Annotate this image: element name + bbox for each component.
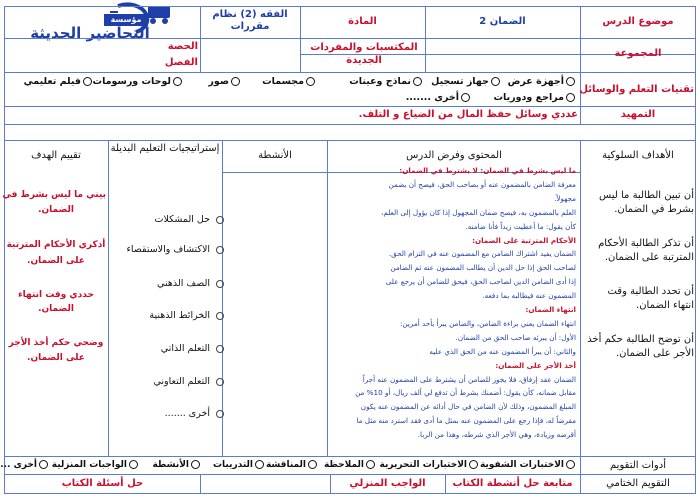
intro-label: التمهيد (620, 109, 656, 120)
tech-option-recorder[interactable]: جهاز تسجيل (431, 76, 500, 87)
tech-option-charts[interactable]: لوحات ورسومات (93, 76, 182, 87)
content-line: المضمون عنه فيطالبه بما دفعه. (482, 291, 576, 301)
goal-line: أن تبين الطالبة ما ليس (599, 190, 694, 201)
content-line: الضمان يفيد اشتراك الضامن مع المضمون عنه في التزام الحق. (388, 249, 576, 259)
evaluation-line: أذكري الأحكام المترتبة (6, 240, 106, 250)
radio-icon (255, 460, 264, 469)
assessment-option[interactable]: الواجبات المنزلية (52, 460, 138, 470)
content-body (330, 166, 576, 454)
col-content: المحتوى وفرض الدرس (406, 150, 502, 161)
assessment-option[interactable]: الملاحظة (324, 460, 375, 470)
content-line: والثاني: أن يبرأ المضمون عنه من الحق الذي عليه (429, 346, 576, 356)
strategy-item[interactable]: التعلم الذاتي (161, 343, 224, 354)
content-heading: الأحكام المترتبة على الضمان: (472, 235, 576, 245)
lesson-topic-value: الضمان 2 (479, 16, 526, 27)
evaluation-line: الضمان. (38, 205, 74, 215)
content-heading: أخذ الأجر على الضمان: (495, 360, 576, 370)
tech-option-references[interactable]: مراجع ودوريات (493, 92, 575, 103)
content-line: المبلغ المضمون، وذلك لأن الضامن في حال أدائه عن المضمون عنه يكون (360, 402, 576, 412)
content-heading: ما ليس بشرط في الضمان: لا يشترط في الضمان: (399, 166, 576, 175)
evaluation-line: على الضمان. (27, 353, 85, 363)
content-line: الضمان عقد إرفاق، فلا يجوز للضامن أن يشترط على المضمون عنه أجراً (362, 374, 576, 384)
content-line: إذا أدى الضامن الدين لصاحب الحق، فيحق للضامن أن يرجع على (385, 277, 576, 287)
content-line: أقرضه وزيادة، وهي الأجر الذي شرطه، وهذا من الربا. (417, 430, 576, 440)
radio-icon (129, 460, 138, 469)
radio-icon (191, 460, 200, 469)
tech-label: تقنيات التعلم والوسائل (579, 84, 694, 95)
radio-icon (306, 77, 315, 86)
final-item-homework: الواجب المنزلي (349, 478, 426, 489)
lesson-topic-label: موضوع الدرس (602, 16, 674, 27)
radio-icon (216, 378, 224, 386)
content-heading: انتهاء الضمان: (525, 305, 576, 314)
assessment-option[interactable]: الاختبارات الشفوية (480, 460, 575, 470)
goal-line: الأجر على الضمان. (616, 348, 694, 359)
goal-line: أن تحدد الطالبة وقت (607, 286, 694, 297)
goal-line: المترتبة على الضمان. (604, 252, 694, 263)
radio-icon (566, 77, 575, 86)
intro-value: عددي وسائل حفظ المال من الضياع و التلف. (358, 109, 578, 120)
strategy-item[interactable]: الاكتشاف والاستقصاء (126, 244, 224, 255)
col-activities: الأنشطة (258, 150, 292, 161)
goal-line: انتهاء الضمان. (636, 300, 694, 311)
radio-icon (491, 77, 500, 86)
subject-label: المادة (348, 16, 377, 27)
radio-icon (566, 460, 575, 469)
radio-icon (39, 460, 48, 469)
strategy-item[interactable]: حل المشكلات (155, 214, 224, 225)
content-line: العلم بالمضمون به، فيصح ضمان المجهول إذا كان يؤول إلى العلم، (381, 207, 576, 217)
evaluation-line: بيني ما ليس بشرط في (2, 190, 106, 200)
radio-icon (216, 312, 224, 320)
content-line: مجهولاً. (554, 193, 576, 203)
new-concepts-label: المكتسبات والمفردات الجديدة (310, 42, 418, 66)
radio-icon (469, 460, 478, 469)
content-line: مقابل ضمانه، كأن يقول: أضمنك بشرط أن تدفع لي ألف ريال، أو 10% من (355, 388, 576, 398)
content-line: الأول: أن يبرئه صاحب الحق من الضمان. (455, 332, 576, 342)
strategy-item[interactable]: الخرائط الذهنية (149, 310, 224, 321)
evaluation-line: وضحي حكم أخذ الأجر (8, 338, 104, 348)
assessment-option[interactable]: الأنشطة (152, 460, 200, 470)
final-label: التقويم الختامي (606, 478, 670, 489)
logo-title: التحاضير الحديثة (30, 24, 150, 42)
tech-option-projector[interactable]: أجهزة عرض (508, 76, 575, 87)
strategy-item[interactable]: الصف الذهني (157, 278, 224, 289)
goal-line: أن توضح الطالبة حكم أخذ (587, 334, 694, 345)
col-goals: الأهداف السلوكية (602, 150, 674, 161)
logo-badge: مؤسسة (104, 14, 148, 26)
evaluation-line: حددي وقت انتهاء (18, 290, 94, 300)
radio-icon (461, 93, 470, 102)
assessment-option[interactable]: المناقشة (266, 460, 317, 470)
assessment-option[interactable]: أخرى ... (0, 460, 48, 470)
assessment-option[interactable]: الاختبارات التحريرية (380, 460, 478, 470)
strategy-item[interactable]: أخرى ....... (165, 408, 224, 419)
content-line: انتهاء الضمان يعني براءة الضامن، والضامن يبرأ بأحد أمرين: (399, 318, 576, 328)
assessment-option[interactable]: التدريبات (213, 460, 264, 470)
radio-icon (366, 460, 375, 469)
content-line: كأن يقول: ما أعطيت زيداً فأنا ضامنه. (465, 221, 576, 231)
content-line: مقرضاً له، فإذا رجع على المضمون عنه بمثل ما أدى فقد استرد منه مثل ما (356, 416, 576, 426)
col-evaluation: تقييم الهدف (31, 150, 81, 161)
radio-icon (216, 216, 224, 224)
radio-icon (566, 93, 575, 102)
radio-icon (308, 460, 317, 469)
evaluation-line: على الضمان. (27, 256, 85, 266)
tech-option-film[interactable]: فيلم تعليمي (24, 76, 92, 87)
tech-option-images[interactable]: صور (208, 76, 240, 87)
assessment-label: أدوات التقويم (610, 460, 666, 471)
goal-line: أن تذكر الطالبة الأحكام (598, 238, 694, 249)
goal-line: بشرط في الضمان. (614, 204, 694, 215)
subject-value: الفقه (2) نظام مقررات (212, 9, 288, 32)
content-line: لصاحب الحق إذا حل الدين أن يطالب المضمون عنه ثم الضامن (390, 263, 576, 273)
tech-option-3d[interactable]: مجسمات (262, 76, 315, 87)
tech-option-other[interactable]: أخرى ....... (406, 92, 470, 103)
radio-icon (231, 77, 240, 86)
col-strategies: إستراتيجيات التعليم البديلة (110, 143, 220, 154)
radio-icon (216, 345, 224, 353)
group-label: المجموعة (614, 48, 662, 59)
final-item-followup: متابعة حل أنشطة الكتاب (452, 478, 573, 489)
final-item-book-questions: حل أسئلة الكتاب (61, 478, 144, 489)
class-label: الفصل (164, 57, 198, 68)
radio-icon (216, 410, 224, 418)
radio-icon (413, 77, 422, 86)
evaluation-line: الضمان. (38, 304, 74, 314)
radio-icon (173, 77, 182, 86)
radio-icon (83, 77, 92, 86)
content-line: معرفة الضامن بالمضمون عنه أو بصاحب الحق، فيصح أن يضمن (388, 179, 576, 189)
tech-option-models[interactable]: نماذج وعينات (349, 76, 422, 87)
period-label: الحصة (167, 41, 198, 52)
radio-icon (216, 280, 224, 288)
radio-icon (216, 246, 224, 254)
strategy-item[interactable]: التعلم التعاوني (154, 376, 225, 387)
